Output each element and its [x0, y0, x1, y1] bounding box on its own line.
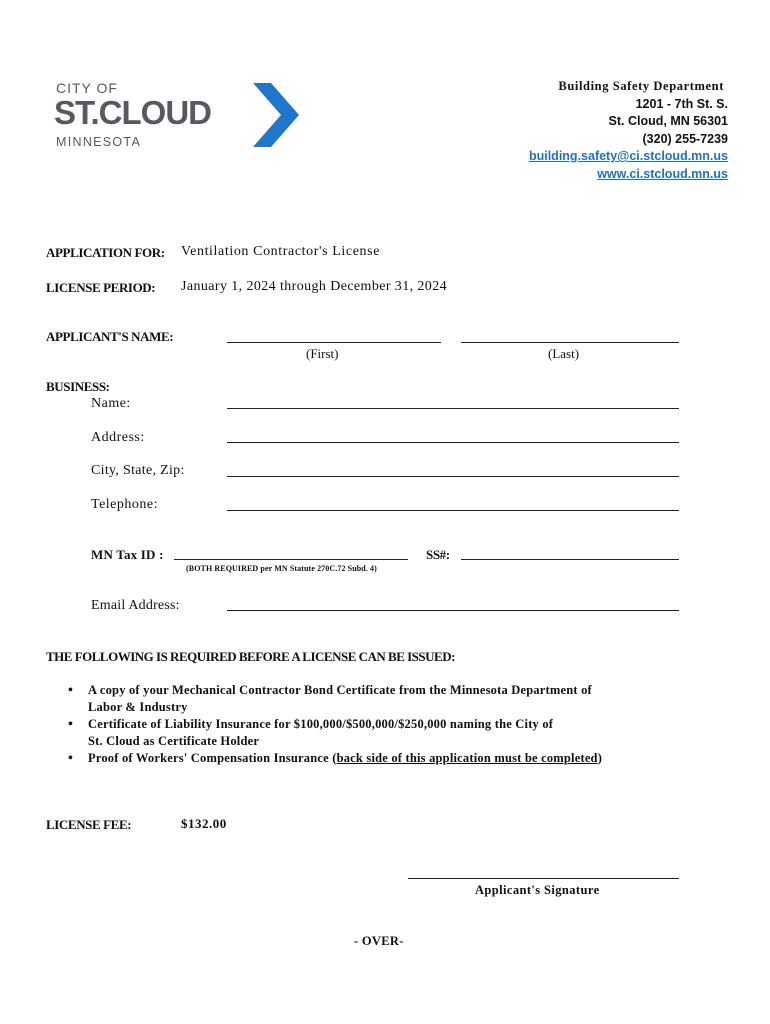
license-fee-value: $132.00 — [181, 816, 227, 831]
bond-requirement-text: A copy of your Mechanical Contractor Bond Certificate from the Minnesota Department of — [88, 683, 592, 697]
application-for-label: APPLICATION FOR: — [46, 245, 165, 260]
street-address: 1201 - 7th St. S. — [635, 96, 728, 111]
requirements-list — [64, 682, 724, 767]
list-item — [64, 682, 724, 716]
business-label: BUSINESS: — [46, 379, 110, 394]
application-for-value: Ventilation Contractor's License — [181, 244, 381, 259]
business-address-label: Address: — [91, 430, 145, 445]
signature-field[interactable] — [408, 878, 679, 879]
insurance-requirement-text-cont: St. Cloud as Certificate Holder — [88, 734, 260, 748]
chevron-logo-icon — [251, 83, 301, 147]
last-name-caption: (Last) — [548, 346, 580, 361]
requirements-heading: THE FOLLOWING IS REQUIRED BEFORE A LICENSE CAN BE ISSUED: — [46, 649, 455, 664]
logo-st-cloud: ST.CLOUD — [54, 94, 211, 131]
business-name-field[interactable] — [227, 408, 679, 409]
website-link[interactable]: www.ci.stcloud.mn.us — [597, 166, 728, 181]
ss-number-field[interactable] — [461, 559, 679, 560]
list-item — [64, 716, 724, 750]
email-link[interactable]: building.safety@ci.stcloud.mn.us — [528, 149, 728, 163]
city-state-zip: St. Cloud, MN 56301 — [608, 114, 728, 128]
back-side-note: back side of this application must be completed — [336, 751, 598, 765]
bond-requirement-text-cont: Labor & Industry — [88, 700, 188, 714]
signature-caption: Applicant's Signature — [475, 883, 600, 897]
phone-number: (320) 255-7239 — [642, 131, 728, 146]
workers-comp-text: Proof of Workers' Compensation Insurance ( — [88, 751, 337, 765]
license-fee-label: LICENSE FEE: — [46, 817, 132, 832]
logo-city-of: CITY OF — [56, 80, 118, 96]
business-city-label: City, State, Zip: — [91, 463, 185, 478]
applicant-name-label: APPLICANT'S NAME: — [46, 329, 174, 344]
email-address-field[interactable] — [227, 610, 679, 611]
department-address — [529, 78, 728, 183]
business-city-field[interactable] — [227, 476, 679, 477]
license-period-label: LICENSE PERIOD: — [46, 280, 156, 295]
email-address-label: Email Address: — [91, 598, 180, 613]
tax-requirement-note: (BOTH REQUIRED per MN Statute 270C.72 Subd. 4) — [186, 564, 377, 573]
workers-comp-close: ) — [597, 751, 603, 765]
city-logo — [54, 80, 304, 154]
over-indicator: - OVER- — [354, 934, 404, 948]
mn-tax-id-label: MN Tax ID : — [91, 547, 164, 562]
logo-minnesota: MINNESOTA — [56, 135, 142, 149]
insurance-requirement-text: Certificate of Liability Insurance for $100,000/$500,000/$250,000 naming the City of — [88, 717, 554, 731]
business-phone-field[interactable] — [227, 510, 679, 511]
first-name-field[interactable] — [227, 342, 441, 343]
mn-tax-id-field[interactable] — [174, 559, 408, 560]
list-item — [64, 750, 724, 767]
license-period-value: January 1, 2024 through December 31, 2024 — [181, 279, 448, 294]
ss-number-label: SS#: — [426, 547, 450, 562]
last-name-field[interactable] — [461, 342, 679, 343]
business-address-field[interactable] — [227, 442, 679, 443]
department-name: Building Safety Department — [558, 79, 724, 93]
business-phone-label: Telephone: — [91, 497, 158, 512]
first-name-caption: (First) — [306, 346, 339, 361]
business-name-label: Name: — [91, 396, 131, 411]
